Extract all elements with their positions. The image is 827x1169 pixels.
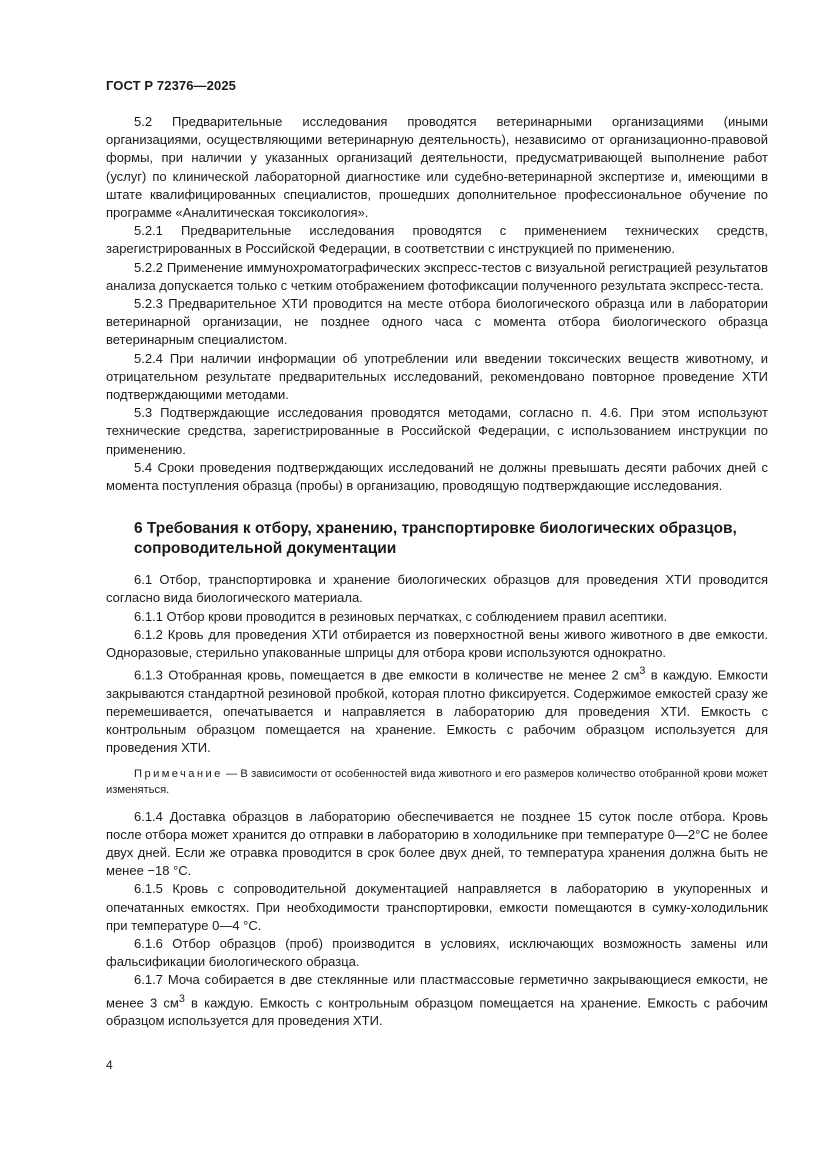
note-label: Примечание	[134, 767, 223, 780]
paragraph-5-2-4: 5.2.4 При наличии информации об употреблении или введении токсических веществ животному, и отрицательном результате предварительных исследований, рекомендовано повторное проведение ХТИ подтверждающими методами.	[106, 350, 768, 403]
paragraph-6-1-7-part1: 6.1.7 Моча собирается в две стеклянные или пластмассовые герметично закрывающиеся емкости, не менее 3 см	[106, 972, 768, 1010]
paragraph-5-2-1: 5.2.1 Предварительные исследования проводятся с применением технических средств, зарегистрированных в Российской Федерации, в соответствии с инструкцией по применению.	[106, 223, 768, 257]
paragraph-6-1-6: 6.1.6 Отбор образцов (проб) производится в условиях, исключающих возможность замены или фальсификации биологического образца.	[106, 936, 768, 970]
paragraph-6-1-4: 6.1.4 Доставка образцов в лабораторию обеспечивается не позднее 15 суток после отбора. Кровь после отбора может хранится до отправки в лабораторию в холодильнике при температуре 0—2°С не более двух дней. Если же отравка проводится в срок более двух дней, то температура хранения должна быть не менее −18 °С.	[106, 808, 768, 879]
note-text: — В зависимости от особенностей вида животного и его размеров количество отобранной крови может изменяться.	[106, 767, 768, 796]
paragraph-6-1-7	[106, 971, 768, 1030]
paragraph-6-1-2: 6.1.2 Кровь для проведения ХТИ отбирается из поверхностной вены живого животного в две емкости. Одноразовые, стерильно упакованные шприцы для отбора крови используются однократно.	[106, 626, 768, 661]
document-header: ГОСТ Р 72376—2025	[106, 78, 236, 93]
page-content	[106, 113, 768, 1030]
paragraph-6-1: 6.1 Отбор, транспортировка и хранение биологических образцов для проведения ХТИ проводится согласно вида биологического материала.	[106, 572, 768, 606]
paragraph-6-1-5: 6.1.5 Кровь с сопроводительной документацией направляется в лабораторию в укупоренных и опечатанных емкостях. При необходимости транспортировки, емкости помещаются в сумку-холодильник при температуре 0—4 °С.	[106, 881, 768, 933]
paragraph-6-1-3-part1: 6.1.3 Отобранная кровь, помещается в две емкости в количестве не менее 2 см	[134, 667, 640, 683]
section-6-title: 6 Требования к отбору, хранению, транспортировке биологических образцов, сопроводительной документации	[134, 520, 737, 558]
paragraph-5-2: 5.2 Предварительные исследования проводятся ветеринарными организациями (иными организациями, осуществляющими ветеринарную деятельность), независимо от организационно-правовой формы, при наличии у указанных организаций деятельности, предусматривающей выполнение работ (услуг) по клинической лабораторной диагностике или судебно-ветеринарной экспертизе и, имеющими в штате квалифицированных специалистов, прошедших дополнительное профессиональное обучение по программе «Аналитическая токсикология».	[106, 114, 768, 221]
paragraph-6-1-1: 6.1.1 Отбор крови проводится в резиновых перчатках, с соблюдением правил асептики.	[134, 608, 668, 624]
paragraph-5-4: 5.4 Сроки проведения подтверждающих исследований не должны превышать десяти рабочих дней с момента поступления образца (пробы) в организацию, проводящую подтверждающие исследования.	[106, 459, 768, 494]
paragraph-6-1-7-part2: в каждую. Емкость с контрольным образцом помещается на хранение. Емкость с рабочим образцом используется для проведения ХТИ.	[106, 994, 768, 1029]
page-number: 4	[106, 1058, 113, 1072]
superscript-3: 3	[639, 665, 646, 678]
paragraph-5-3: 5.3 Подтверждающие исследования проводятся методами, согласно п. 4.6. При этом используют технические средства, зарегистрированные в Российской Федерации, с использованием инструкции по применению.	[106, 405, 768, 457]
superscript-3: 3	[178, 992, 185, 1005]
paragraph-6-1-3	[106, 662, 768, 757]
paragraph-6-1-3-part2: в каждую. Емкости закрываются стандартной резиновой пробкой, которая плотно фиксируется. Содержимое емкостей сразу же перемешивается, опечатывается и направляется в лабораторию для проведения ХТИ. Емкость с контрольным образцом помещается на хранение. Емкость с рабочим образцом используется для проведения ХТИ.	[106, 667, 768, 756]
paragraph-5-2-3: 5.2.3 Предварительное ХТИ проводится на месте отбора биологического образца или в лаборатории ветеринарной организации, не позднее одного часа с момента отбора биологического образца ветеринарным специалистом.	[106, 296, 768, 348]
note	[106, 766, 768, 798]
paragraph-5-2-2: 5.2.2 Применение иммунохроматографических экспресс-тестов с визуальной регистрацией результатов анализа допускается только с четким отображением фотофиксации полученного результата экспресс-теста.	[106, 259, 768, 293]
